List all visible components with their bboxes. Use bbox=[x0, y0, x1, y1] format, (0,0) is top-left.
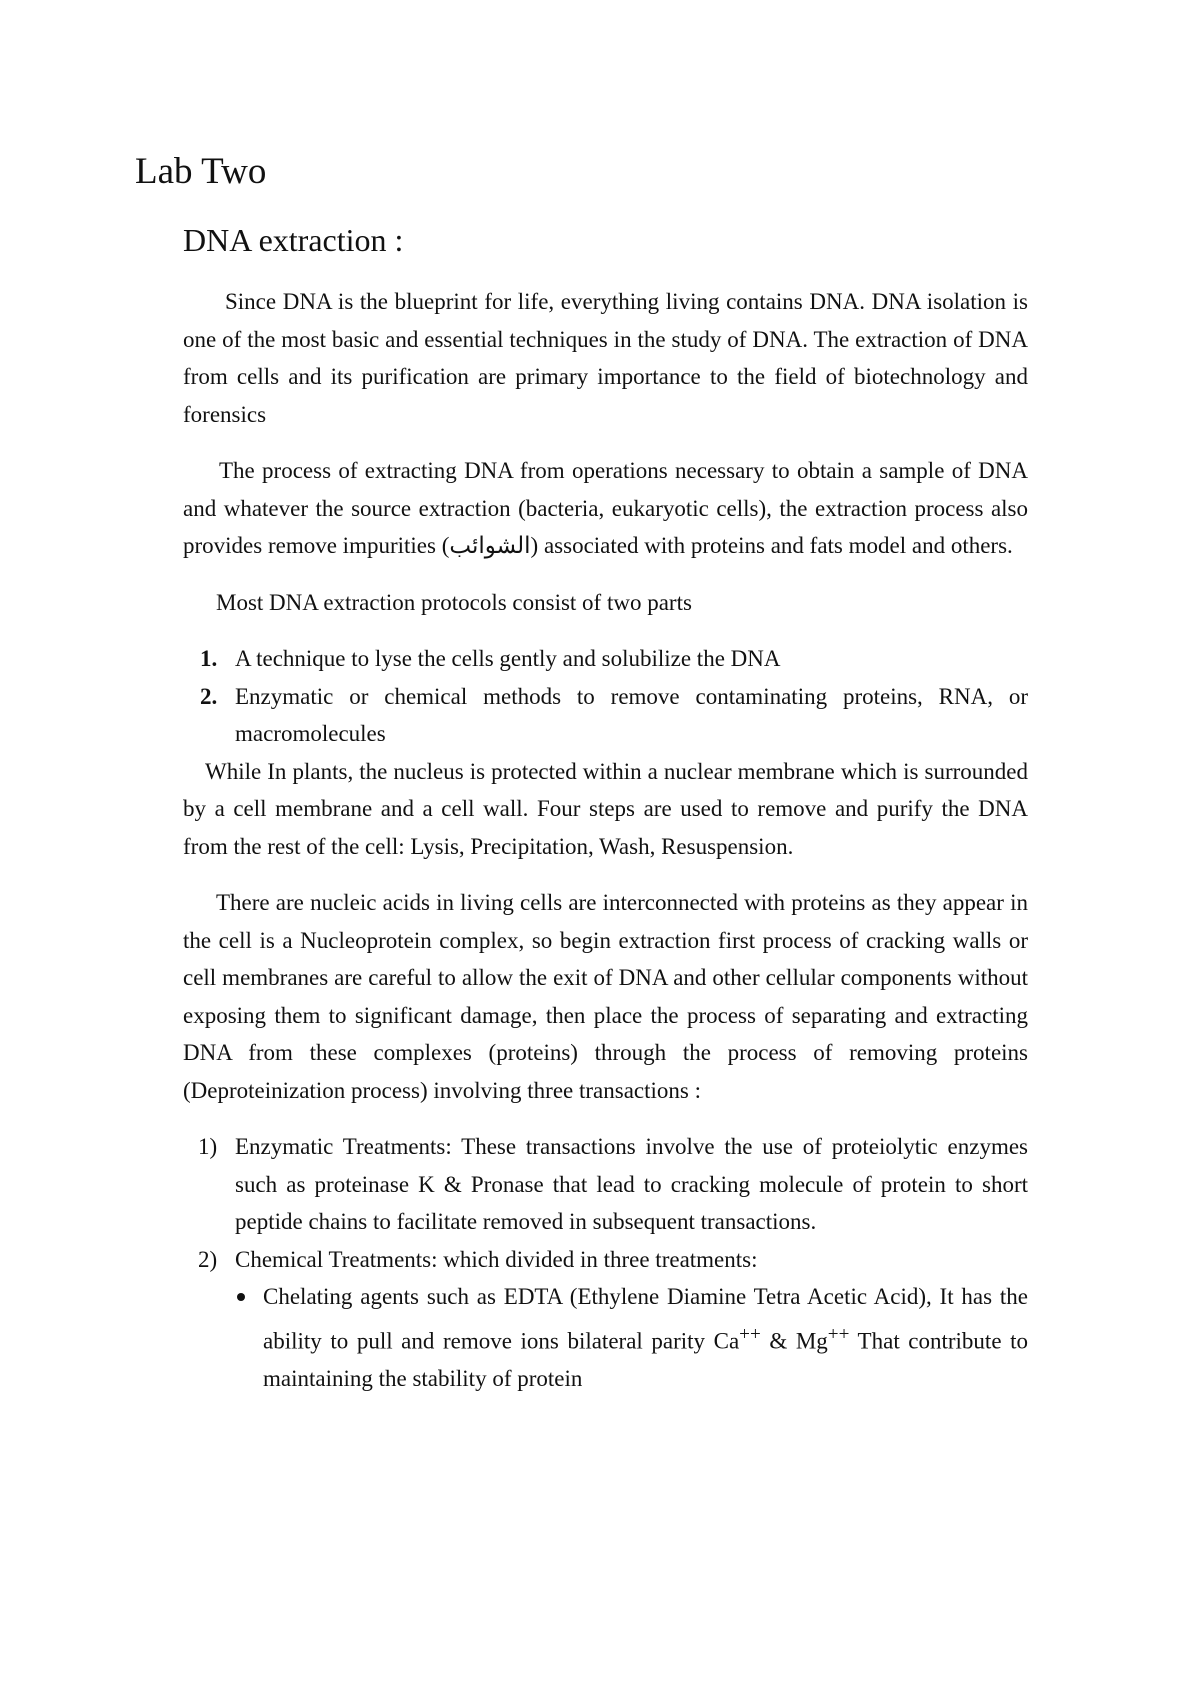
list-item-text: Enzymatic Treatments: These transactions involve the use of proteiolytic enzymes such as proteinase K & Pronase that lead to cracking molecule of protein to short peptide chains to facilitate removed in subsequent transactions. bbox=[235, 1134, 1028, 1234]
list-item bbox=[183, 678, 1028, 753]
process-paragraph: The process of extracting DNA from operations necessary to obtain a sample of DNA and whatever the source extraction (bacteria, eukaryotic cells), the extraction process also provides remove impurities (الشوائب) associated with proteins and fats model and others. bbox=[183, 458, 1028, 558]
section-heading: DNA extraction : bbox=[183, 222, 404, 258]
bullet-text-a: Chelating agents such as EDTA (Ethylene Diamine Tetra Acetic Acid), It has the ability to pull and remove ions bilateral parity Ca bbox=[263, 1284, 1028, 1354]
plants-paragraph: While In plants, the nucleus is protected within a nuclear membrane which is surrounded by a cell membrane and a cell wall. Four steps are used to remove and purify the DNA from the rest of the cell: Lysis, Precipitation, Wash, Resuspension. bbox=[183, 758, 1028, 859]
bullet-text-b: & Mg bbox=[760, 1328, 828, 1354]
bullet-text-c: That contribute to maintaining the stability of protein bbox=[263, 1328, 1029, 1391]
list-item-text: A technique to lyse the cells gently and solubilize the DNA bbox=[235, 646, 781, 671]
list-item bbox=[183, 1128, 1028, 1241]
list-item-text: Enzymatic or chemical methods to remove contaminating proteins, RNA, or macromolecules bbox=[235, 683, 1028, 746]
bullet-icon bbox=[237, 1293, 245, 1301]
page-title: Lab Two bbox=[135, 151, 267, 192]
list-marker: 1. bbox=[200, 646, 218, 671]
list-marker: 2. bbox=[200, 683, 218, 709]
list-item bbox=[183, 1241, 1028, 1279]
chemical-treatments-list bbox=[183, 1278, 1028, 1397]
nucleic-paragraph: There are nucleic acids in living cells are interconnected with proteins as they appear in the cell is a Nucleoprotein complex, so begin extraction first process of cracking walls or cell membranes are careful to allow the exit of DNA and other cellular components without exposing them to significant damage, then place the process of separating and extracting DNA from these complexes (proteins) through the process of removing proteins (Deproteinization process) involving three transactions : bbox=[183, 890, 1028, 1103]
list-item-text: Chemical Treatments: which divided in three treatments: bbox=[235, 1246, 758, 1272]
superscript-charge: ++ bbox=[827, 1323, 850, 1345]
intro-paragraph: Since DNA is the blueprint for life, everything living contains DNA. DNA isolation is one of the most basic and essential techniques in the study of DNA. The extraction of DNA from cells and its purification are primary importance to the field of biotechnology and forensics bbox=[183, 289, 1028, 427]
superscript-charge: ++ bbox=[739, 1323, 761, 1345]
list-marker: 1) bbox=[198, 1134, 218, 1159]
protocol-parts-list bbox=[183, 640, 1028, 753]
list-item bbox=[183, 640, 1028, 678]
list-marker: 2) bbox=[198, 1246, 218, 1272]
transactions-list bbox=[183, 1128, 1028, 1278]
bullet-item bbox=[183, 1278, 1028, 1397]
protocols-intro-paragraph: Most DNA extraction protocols consist of two parts bbox=[216, 589, 692, 615]
document-body bbox=[183, 283, 1028, 1397]
